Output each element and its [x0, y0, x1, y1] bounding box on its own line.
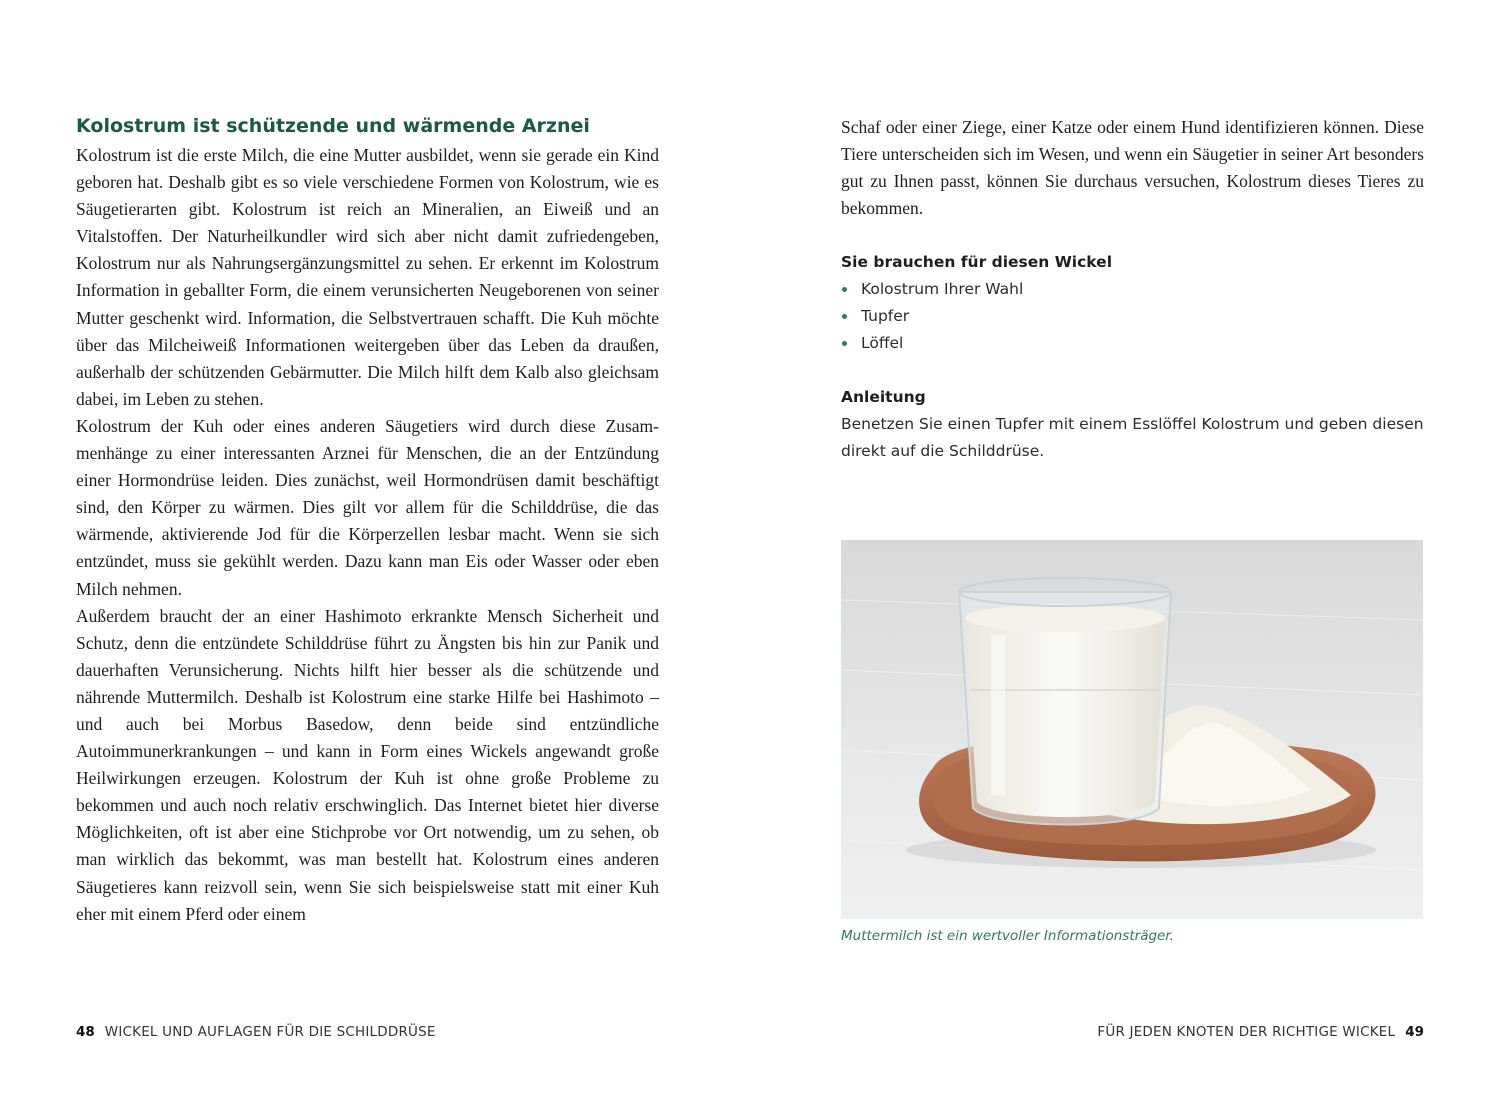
- page-number: 49: [1405, 1024, 1424, 1040]
- bullet-icon: [842, 341, 847, 346]
- body-paragraph: Schaf oder einer Ziege, einer Katze oder einem Hund identifizieren können. Diese Tiere unterscheiden sich im Wesen, und wenn ein Säugetier in seiner Art besonders gut zu Ihnen passt, können Sie durchaus versuchen, Kolostrum dieses Tieres zu bekommen.: [841, 117, 1424, 219]
- list-item: Tupfer: [841, 303, 1023, 330]
- materials-heading: Sie brauchen für diesen Wickel: [841, 253, 1113, 271]
- instructions-heading: Anleitung: [841, 388, 926, 406]
- bullet-icon: [842, 287, 847, 292]
- footer-right: [1097, 1022, 1424, 1042]
- page-number: 48: [76, 1024, 95, 1040]
- materials-list: [841, 276, 1023, 357]
- photo-caption: Muttermilch ist ein wertvoller Informationsträger.: [841, 928, 1174, 944]
- list-item: Löffel: [841, 330, 1023, 357]
- milk-glass-and-powder-photo: [841, 540, 1423, 919]
- list-item: Kolostrum Ihrer Wahl: [841, 276, 1023, 303]
- right-page: [750, 0, 1500, 1097]
- bullet-icon: [842, 314, 847, 319]
- running-title: FÜR JEDEN KNOTEN DER RICHTIGE WICKEL: [1097, 1024, 1396, 1040]
- instructions-text: Benetzen Sie einen Tupfer mit einem Esslöffel Kolostrum und geben diesen direkt auf die Schilddrüse.: [841, 415, 1424, 460]
- section-heading: Kolostrum ist schützende und wärmende Arznei: [76, 115, 590, 137]
- body-paragraph: Außerdem braucht der an einer Hashimoto erkrankte Mensch Sicherheit und Schutz, denn die entzündete Schilddrüse führt zu Ängsten bis hin zur Panik und dauerhaften Verunsicherung. Nichts hilft hier besser als die schützende und nährende Muttermilch. Deshalb ist Kolostrum eine starke Hilfe bei Hashimoto – und auch bei Morbus Basedow, denn beide sind entzündliche Autoimmunerkrankungen – und kann in Form eines Wickels angewandt große Heilwirkungen erzeugen. Kolostrum der Kuh ist ohne große Probleme zu bekommen und auch noch relativ erschwinglich. Das Internet bietet hier diverse Möglichkeiten, oft ist aber eine Stichprobe vor Ort notwendig, um zu sehen, ob man wirklich das bekommt, was man bestellt hat. Kolostrum eines anderen Säugetieres kann reizvoll sein, wenn Sie sich beispielsweise statt mit einer Kuh eher mit einem Pferd oder einem: [76, 605, 659, 924]
- continuation-text: [841, 114, 1424, 222]
- running-title: WICKEL UND AUFLAGEN FÜR DIE SCHILDDRÜSE: [104, 1024, 436, 1040]
- body-text-column: [76, 142, 659, 928]
- body-paragraph: Kolostrum der Kuh oder eines anderen Säugetiers wird durch diese Zusammenhänge zu einer interessanten Arznei für Menschen, die an der Entzündung einer Hormondrüse leiden. Dies zunächst, weil Hormondrüsen damit beschäftigt sind, den Körper zu wärmen. Dies gilt vor allem für die Schilddrüse, die das wärmende, aktivierende Jod für die Körperzellen lesbar macht. Wenn sie sich entzündet, muss sie gekühlt werden. Dazu kann man Eis oder Wasser oder eben Milch nehmen.: [76, 415, 659, 599]
- footer-left: [76, 1022, 436, 1042]
- body-paragraph: Kolostrum ist die erste Milch, die eine Mutter ausbildet, wenn sie gerade ein Kind geboren hat. Deshalb gibt es so viele verschiedene Formen von Kolostrum, wie es Säugetierarten gibt. Kolostrum ist reich an Mineralien, an Eiweiß und an Vitalstoffen. Der Naturheilkundler wird sich aber nicht damit zufriedengeben, Kolostrum nur als Nahrungsergänzungsmittel zu sehen. Er erkennt im Kolostrum Information in geballter Form, die einem verunsicherten Neugeborenen von seiner Mutter geschenkt wird. Information, die Selbstvertrauen schafft. Die Kuh möchte über das Milcheiweiß Informationen weitergeben über das Leben da draußen, außerhalb der schützenden Gebärmutter. Die Milch hilft dem Kalb also gleichsam dabei, im Leben zu stehen.: [76, 145, 659, 409]
